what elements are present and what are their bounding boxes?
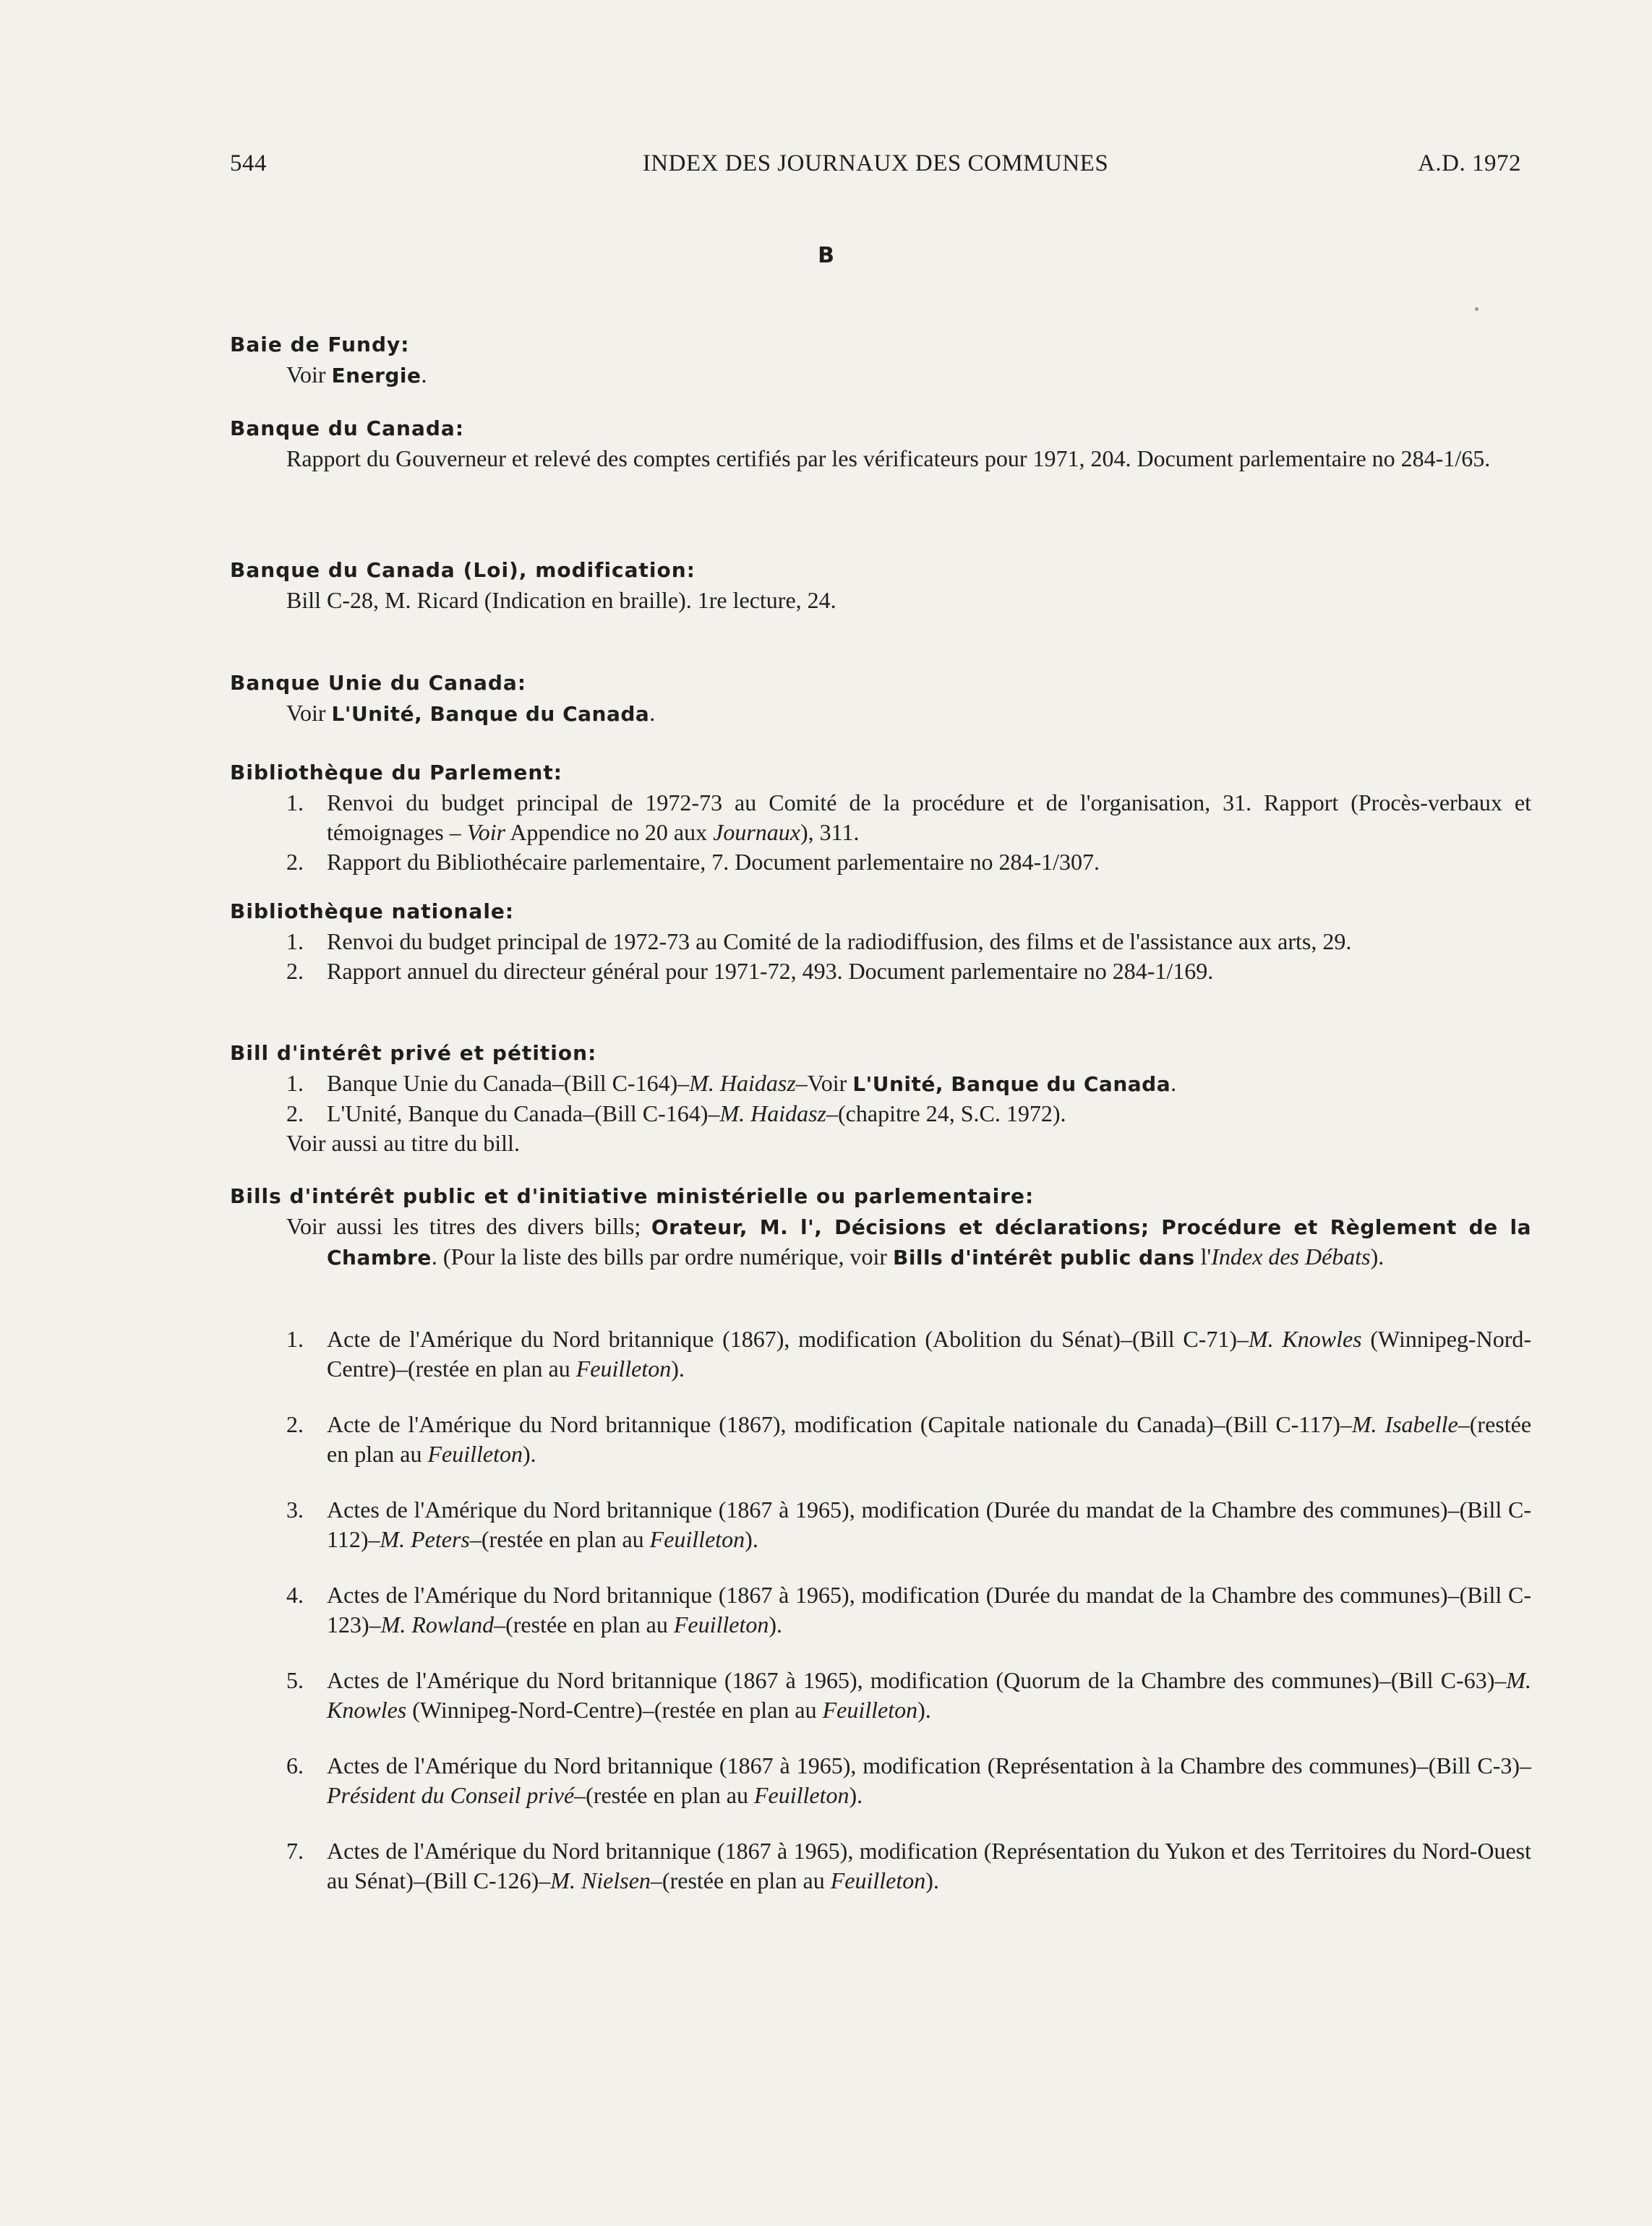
entry-heading: Baie de Fundy: bbox=[230, 333, 410, 356]
item-text: Actes de l'Amérique du Nord britannique (1867 à 1965), modification (Représentation à la Chambre des communes)–(Bill C-3)– bbox=[327, 1752, 1531, 1778]
item-text: –(restée en plan au bbox=[469, 1526, 650, 1552]
item-italic: M. Knowles bbox=[327, 1667, 1531, 1723]
item-italic: Feuilleton bbox=[427, 1441, 523, 1467]
bill-item-5 bbox=[230, 1666, 1531, 1725]
entry-baie-de-fundy bbox=[230, 330, 1531, 390]
item-bold: L'Unité, Banque du Canada bbox=[852, 1072, 1171, 1096]
item-number: 5. bbox=[286, 1667, 304, 1693]
item-italic: M. Peters bbox=[380, 1526, 470, 1552]
item-number: 1. bbox=[286, 928, 304, 954]
page-year: A.D. 1972 bbox=[1418, 150, 1521, 176]
list-item bbox=[230, 1495, 1531, 1554]
entry-heading: Banque du Canada: bbox=[230, 416, 465, 440]
item-number: 2. bbox=[286, 958, 304, 984]
item-italic: Feuilleton bbox=[753, 1782, 849, 1808]
item-italic: M. Nielsen bbox=[550, 1867, 651, 1893]
item-text: ). bbox=[849, 1782, 863, 1808]
entry-bill-interet-prive bbox=[230, 1038, 1531, 1158]
item-text: ), 311. bbox=[800, 819, 860, 845]
entry-banque-unie-du-canada bbox=[230, 668, 1531, 729]
item-text: –(restée en plan au bbox=[494, 1611, 674, 1638]
bill-item-3 bbox=[230, 1495, 1531, 1554]
list-item bbox=[230, 956, 1531, 986]
item-text: L'Unité, Banque du Canada–(Bill C-164)– bbox=[327, 1100, 720, 1126]
bill-item-4 bbox=[230, 1580, 1531, 1640]
see-target: Bills d'intérêt public dans bbox=[892, 1246, 1195, 1270]
item-text: ). bbox=[523, 1441, 536, 1467]
page-title: INDEX DES JOURNAUX DES COMMUNES bbox=[642, 150, 1109, 176]
item-text: Actes de l'Amérique du Nord britannique (1867 à 1965), modification (Durée du mandat de la Chambre des communes)–(Bill C-112)– bbox=[327, 1497, 1531, 1552]
entry-heading: Bills d'intérêt public et d'initiative ministérielle ou parlementaire: bbox=[230, 1184, 1035, 1208]
entry-text: Bill C-28, M. Ricard (Indication en braille). 1re lecture, 24. bbox=[286, 587, 836, 613]
entry-banque-du-canada-loi bbox=[230, 555, 1531, 615]
item-number: 2. bbox=[286, 1411, 304, 1437]
see-text: . (Pour la liste des bills par ordre numérique, voir bbox=[431, 1243, 893, 1270]
section-letter: B bbox=[818, 243, 834, 268]
entry-heading: Bibliothèque du Parlement: bbox=[230, 761, 562, 784]
item-number: 3. bbox=[286, 1497, 304, 1523]
item-text: Renvoi du budget principal de 1972-73 au Comité de la procédure et de l'organisation, 31. Rapport (Procès-verbaux et témoignages – bbox=[327, 789, 1531, 845]
item-text: Banque Unie du Canada–(Bill C-164)– bbox=[327, 1070, 690, 1096]
item-number: 2. bbox=[286, 849, 304, 875]
item-number: 6. bbox=[286, 1752, 304, 1778]
bill-item-6 bbox=[230, 1751, 1531, 1810]
item-text: –(restée en plan au bbox=[327, 1411, 1532, 1467]
item-number: 1. bbox=[286, 1326, 304, 1352]
item-text: –(chapitre 24, S.C. 1972). bbox=[826, 1100, 1066, 1126]
item-text: Actes de l'Amérique du Nord britannique (1867 à 1965), modification (Représentation du Yukon et des Territoires du Nord-Ouest au Sénat)–(Bill C-126)– bbox=[327, 1838, 1531, 1893]
see-end: . bbox=[421, 361, 427, 388]
entry-see-reference bbox=[230, 1212, 1531, 1272]
item-italic: Feuilleton bbox=[830, 1867, 926, 1893]
item-text: (Winnipeg-Nord-Centre)–(restée en plan au bbox=[327, 1326, 1532, 1382]
item-text: –(restée en plan au bbox=[574, 1782, 754, 1808]
item-italic: M. Rowland bbox=[380, 1611, 495, 1638]
item-text: Actes de l'Amérique du Nord britannique (1867 à 1965), modification (Durée du mandat de la Chambre des communes)–(Bill C-123)– bbox=[327, 1582, 1531, 1638]
item-number: 1. bbox=[286, 1070, 304, 1096]
see-label: Voir bbox=[286, 361, 332, 388]
item-italic: Feuilleton bbox=[575, 1356, 672, 1382]
running-header bbox=[230, 150, 1521, 187]
item-italic: Feuilleton bbox=[649, 1526, 745, 1552]
entry-heading: Bibliothèque nationale: bbox=[230, 899, 515, 923]
list-item bbox=[230, 1099, 1531, 1129]
entry-see-also: Voir aussi au titre du bill. bbox=[286, 1130, 520, 1156]
item-text: ). bbox=[769, 1611, 783, 1638]
see-target: Orateur, M. l', Décisions et déclarations; Procédure et Règlement de la Chambre bbox=[327, 1215, 1532, 1270]
item-italic: M. Haidasz bbox=[689, 1070, 796, 1096]
entry-heading: Banque du Canada (Loi), modification: bbox=[230, 558, 696, 582]
list-item bbox=[230, 1836, 1531, 1896]
item-text: Appendice no 20 aux bbox=[505, 819, 714, 845]
item-text: ). bbox=[925, 1867, 939, 1893]
item-number: 4. bbox=[286, 1582, 304, 1608]
see-text: Voir aussi les titres des divers bills; bbox=[286, 1213, 651, 1239]
page-number: 544 bbox=[230, 150, 267, 176]
item-italic: M. Knowles bbox=[1249, 1326, 1362, 1352]
item-text: Renvoi du budget principal de 1972-73 au Comité de la radiodiffusion, des films et de l'assistance aux arts, 29. bbox=[327, 928, 1352, 954]
item-italic: Feuilleton bbox=[822, 1697, 918, 1723]
item-italic: M. Haidasz bbox=[719, 1100, 826, 1126]
list-item bbox=[230, 927, 1531, 956]
item-text: –Voir bbox=[795, 1070, 853, 1096]
item-text: ). bbox=[745, 1526, 758, 1552]
item-text: Rapport annuel du directeur général pour 1971-72, 493. Document parlementaire no 284-1/169. bbox=[327, 958, 1214, 984]
list-item bbox=[230, 1666, 1531, 1725]
list-item bbox=[230, 1751, 1531, 1810]
list-item bbox=[230, 1324, 1531, 1384]
entry-banque-du-canada bbox=[230, 414, 1531, 474]
item-text: Acte de l'Amérique du Nord britannique (1867), modification (Abolition du Sénat)–(Bill C-71)– bbox=[327, 1326, 1249, 1352]
see-text: l' bbox=[1194, 1243, 1212, 1270]
entry-heading: Banque Unie du Canada: bbox=[230, 671, 527, 695]
item-italic: Feuilleton bbox=[673, 1611, 769, 1638]
entry-see-reference bbox=[230, 698, 1531, 729]
entry-heading: Bill d'intérêt privé et pétition: bbox=[230, 1041, 597, 1065]
item-text: Actes de l'Amérique du Nord britannique (1867 à 1965), modification (Quorum de la Chambre des communes)–(Bill C-63)– bbox=[327, 1667, 1507, 1693]
item-text: ). bbox=[917, 1697, 931, 1723]
item-text: ). bbox=[671, 1356, 685, 1382]
see-italic: Index des Débats bbox=[1211, 1243, 1371, 1270]
list-item bbox=[230, 1410, 1531, 1469]
bill-item-7 bbox=[230, 1836, 1531, 1896]
list-item bbox=[230, 847, 1531, 877]
see-target: Energie bbox=[331, 364, 421, 388]
item-text: Acte de l'Amérique du Nord britannique (1867), modification (Capitale nationale du Canada)–(Bill C-117)– bbox=[327, 1411, 1352, 1437]
item-text: (Winnipeg-Nord-Centre)–(restée en plan au bbox=[406, 1697, 823, 1723]
entry-bills-interet-public bbox=[230, 1181, 1531, 1272]
entry-bibliotheque-nationale bbox=[230, 896, 1531, 986]
item-italic: Voir bbox=[466, 819, 506, 845]
item-italic: Président du Conseil privé bbox=[327, 1782, 575, 1808]
entry-text: Rapport du Gouverneur et relevé des comptes certifiés par les vérificateurs pour 1971, 204. Document parlementaire no 284-1/65. bbox=[286, 445, 1491, 471]
bill-item-2 bbox=[230, 1410, 1531, 1469]
list-item bbox=[230, 1069, 1531, 1099]
see-label: Voir bbox=[286, 700, 332, 726]
entry-see-reference bbox=[230, 360, 1531, 390]
item-number: 1. bbox=[286, 789, 304, 816]
stray-dot bbox=[1475, 307, 1478, 311]
item-number: 7. bbox=[286, 1838, 304, 1864]
see-text: ). bbox=[1370, 1243, 1384, 1270]
item-italic: Journaux bbox=[713, 819, 800, 845]
see-end: . bbox=[649, 700, 656, 726]
list-item bbox=[230, 788, 1531, 847]
list-item bbox=[230, 1580, 1531, 1640]
entry-bibliotheque-du-parlement bbox=[230, 758, 1531, 877]
item-text: Rapport du Bibliothécaire parlementaire, 7. Document parlementaire no 284-1/307. bbox=[327, 849, 1100, 875]
bill-item-1 bbox=[230, 1324, 1531, 1384]
item-number: 2. bbox=[286, 1100, 304, 1126]
item-text: . bbox=[1170, 1070, 1177, 1096]
see-target: L'Unité, Banque du Canada bbox=[331, 702, 650, 726]
item-italic: M. Isabelle bbox=[1351, 1411, 1458, 1437]
item-text: –(restée en plan au bbox=[650, 1867, 831, 1893]
